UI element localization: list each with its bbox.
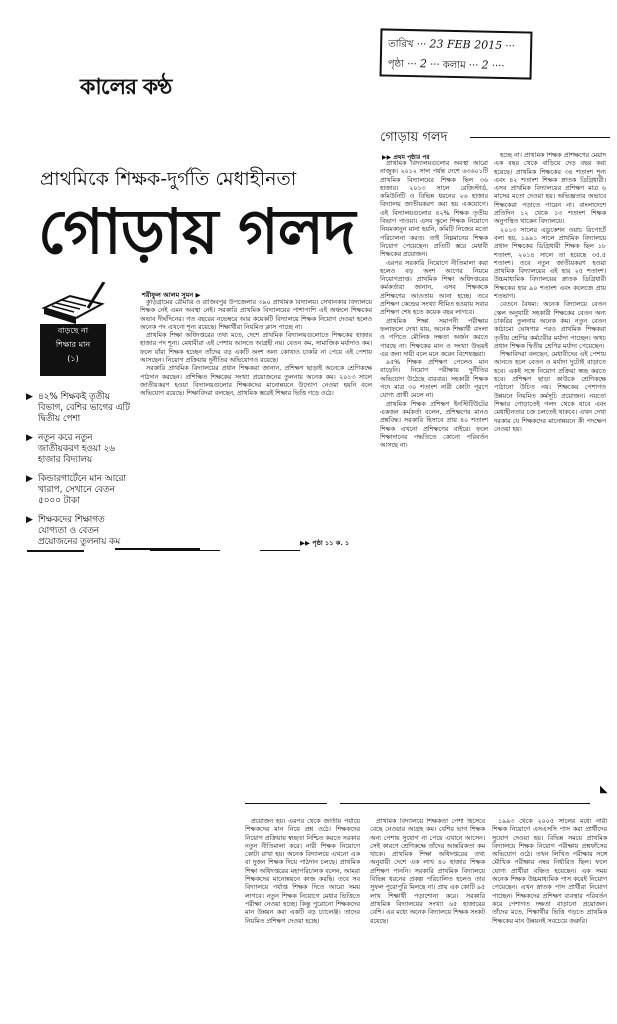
highlight-text: নতুন করে নতুন জাতীয়করণ হওয়া ২৬ হাজার বিদ্যালয় [38, 433, 115, 465]
continuation-column-1 [380, 160, 488, 790]
continuation-column-2 [494, 152, 606, 790]
paragraph: হচ্ছে না। প্রাথমিক শিক্ষক প্রশিক্ষণের মেয়াদ এক বছর থেকে বাড়িয়ে দেড় বছর করা হয়েছে। প্রাথমিক শিক্ষকের ৩৪ শতাংশ শূন্য এবং ৪২ শতাংশ শিক্ষক স্নাতক ডিগ্রিধারী। এসব প্রাথমিক বিদ্যালয়ের প্রশিক্ষণ মাত্র ৬ মাসের মতো দেওয়া হয়। অভিজ্ঞতার অভাবে শিক্ষকেরা পড়াতে পারেন না। বাংলাদেশে প্রতিদিন ১২ থেকে ১৩ শতাংশ শিক্ষক অনুপস্থিত থাকেন বিদ্যালয়ে। [494, 152, 606, 226]
paragraph: প্রাথমিক বিদ্যালয়ে শিক্ষকতা পেশা হিসেবে বেছে নেওয়ার আগ্রহ কম। বেশির ভাগ শিক্ষক অন্য পেশায় সুযোগ না পেয়ে এখানে আসেন। সেই কারণে শ্রেণিকক্ষে তাঁদের আন্তরিকতা কম থাকে। প্রাথমিক শিক্ষা অধিদপ্তরের তথ্য অনুযায়ী দেশে এক লাখ ৪০ হাজার শিক্ষক প্রশিক্ষণ পাননি। সরকারি প্রাথমিক বিদ্যালয়ে বিভিন্ন ধরনের প্রকল্প পরিচালিত হলেও তার সুফল পুরোপুরি মিলছে না। প্রায় এক কোটি ৯৫ লাখ শিক্ষার্থী পড়াশোনা করে। সরকারি প্রাথমিক বিদ্যালয়ের সংখ্যা ৬৫ হাজারের বেশি। এর মধ্যে অনেক বিদ্যালয়ে শিক্ষক সংকট রয়েছে। [370, 818, 485, 925]
arrow-icon: ▶ [26, 433, 33, 443]
highlight-item [26, 433, 134, 466]
stamp-date-label: তারিখ [388, 38, 414, 51]
bottom-column-2 [370, 818, 485, 1008]
stamp-column: 2 [481, 58, 489, 72]
article-kicker: প্রাথমিকে শিক্ষক-দুর্গতি মেধাহীনতা [40, 168, 297, 190]
tag-line: (১) [67, 354, 79, 363]
tag-line: শিক্ষার মান [55, 340, 91, 349]
series-tag [40, 324, 106, 376]
paragraph: বেতনে বৈষম্য: অনেক বিদ্যালয়ে বেতন স্কেল অনুযায়ী সহকারী শিক্ষকের বেতন অন্য চাকরির তুলনায় অনেক কম। নতুন বেতন কাঠামো ঘোষণার পরও প্রাথমিক শিক্ষকরা তৃতীয় শ্রেণির কর্মচারীর মর্যাদা পাচ্ছেন। অথচ প্রধান শিক্ষক দ্বিতীয় শ্রেণির মর্যাদা পেয়েছেন। [494, 301, 606, 350]
paragraph: প্রয়োজন হয়। এরপর থেকে জাতীয় পর্যায়ে শিক্ষকদের মান নিয়ে প্রশ্ন ওঠে। শিক্ষকদের নিয়োগ প্রক্রিয়ায় স্বচ্ছতা নিশ্চিত করতে সরকার নতুন নীতিমালা করে। নারী শিক্ষক নিয়োগে কোটা রাখা হয়। অনেক বিদ্যালয়ে এখনো এক বা দুজন শিক্ষক দিয়ে পাঠদান চলছে। প্রাথমিক শিক্ষা অধিদপ্তরের মহাপরিচালক বলেন, আমরা শিক্ষকদের মানোন্নয়নে কাজ করছি। তবে সব বিদ্যালয়ে পর্যাপ্ত শিক্ষক দিতে আরো সময় লাগবে। নতুন শিক্ষক নিয়োগে মেধার ভিত্তিতে পরীক্ষা নেওয়া হচ্ছে। কিন্তু পুরোনো শিক্ষকদের মান উন্নয়ন করা একটি বড় চ্যালেঞ্জ। তাদের নিয়মিত প্রশিক্ষণ দেওয়া হচ্ছে। [245, 818, 360, 925]
highlight-text: ৪২% শিক্ষকই তৃতীয় বিভাগ, বেশির ভাগের এটি দ্বিতীয় পেশা [38, 392, 130, 424]
newspaper-logo: কালের কণ্ঠ [80, 74, 172, 100]
archive-stamp: তারিখ ··· 23 FEB 2015 ··· পৃষ্ঠা ··· 2 ··· কলাম ··· 2 ···· [380, 28, 533, 79]
bottom-column-1 [245, 818, 360, 1008]
book-pen-icon [40, 282, 108, 326]
paragraph: ৯৫% শিক্ষক প্রশিক্ষণ পেলেও মান বাড়েনি। নিয়োগ পরীক্ষায় দুর্নীতির অভিযোগ উঠেছে বারবার। সহকারী শিক্ষক পদে মাত্র ৩০ শতাংশ নারী কোটা পূরণে যোগ্য প্রার্থী মেলে না। [380, 359, 488, 400]
stamp-page-label: পৃষ্ঠা [387, 58, 405, 70]
article-byline: শরীফুল আলম সুমন ▶ [142, 291, 201, 299]
paragraph: শিক্ষাবিদরা বলছেন, মেধাবীদের এই পেশায় আনতে হলে বেতন ও মর্যাদা দুটোই বাড়াতে হবে। একই সঙ্গে নিয়োগ প্রক্রিয়া স্বচ্ছ করতে হবে। প্রশিক্ষণ ছাড়া কাউকে শ্রেণিকক্ষে পাঠানো উচিত নয়। শিক্ষকের পেশাগত উন্নয়নে নিয়মিত কর্মসূচি প্রয়োজন। নয়তো শিক্ষার গোড়াতেই গলদ থেকে যাবে এবং মেধাহীনতার চক্র চলতেই থাকবে। এখন দেখা দরকার যে শিক্ষকদের মানোন্নয়নে কী পদক্ষেপ নেওয়া হয়। [494, 351, 606, 433]
article-headline: গোড়ায় গলদ [38, 195, 355, 268]
article-body [140, 299, 372, 537]
article-paragraph: প্রাথমিক শিক্ষা অধিদপ্তরের তথ্য মতে, দেশে প্রাথমিক বিদ্যালয়গুলোতে শিক্ষকের হাজার হাজার পদ শূন্য। মেধাবীরা এই পেশায় আসতে আগ্রহী নয়। বেতন কম, সামাজিক মর্যাদাও কম। ফলে যাঁরা শিক্ষক হচ্ছেন তাঁদের বড় একটি অংশ অন্য কোথাও চাকরি না পেয়ে এই পেশায় আসছেন। নিয়োগ প্রক্রিয়ায় দুর্নীতির অভিযোগও রয়েছে। [140, 332, 372, 365]
highlights-list [26, 392, 134, 556]
article-paragraph: সরকারি প্রাথমিক বিদ্যালয়ের প্রধান শিক্ষকরা জানান, প্রশিক্ষণ ছাড়াই অনেকে শ্রেণিকক্ষে পাঠদান করছেন। প্রশিক্ষিত শিক্ষকের সংখ্যা প্রয়োজনের তুলনায় অনেক কম। ২০১৩ সালে জাতীয়করণ হওয়া বিদ্যালয়গুলোর শিক্ষকদের মানোন্নয়নে উদ্যোগ নেওয়া হয়নি বলে অভিযোগ রয়েছে। শিক্ষাবিদরা বলছেন, প্রাথমিক স্তরেই শিক্ষার ভিত্তি গড়ে ওঠে। [140, 365, 372, 398]
continuation-heading: গোড়ায় গলদ [380, 130, 448, 145]
bottom-column-3 [492, 818, 607, 1008]
tag-line: বাড়ছে না [57, 326, 89, 335]
divider [245, 803, 327, 804]
stamp-page: 2 [419, 57, 428, 71]
highlight-item [26, 515, 134, 548]
continued-on-page: ▶▶ পৃষ্ঠা ১১ ক. ১ [300, 539, 350, 547]
stamp-date: 23 FEB 2015 [429, 37, 503, 52]
highlight-item [26, 474, 134, 507]
arrow-icon: ▶ [26, 392, 33, 402]
corner-mark-icon: ◣ [600, 784, 608, 795]
arrow-icon: ▶ [26, 515, 33, 525]
jump-label: ▶▶ প্রথম পৃষ্ঠার পর [382, 154, 430, 161]
paragraph: ২০১৩ সালের এডুকেশন ওয়াচ রিপোর্টে বলা হয়, ১৯৯১ সালে প্রাথমিক বিদ্যালয়ে প্রধান শিক্ষকের ডিগ্রিধারী শিক্ষক ছিল ১৮ শতাংশ, ২০১৪ সালে তা হয়েছে ৩৫.৫ শতাংশ। তবে নতুন জাতীয়করণ হওয়া প্রাথমিক বিদ্যালয়ের এই হার ২৫ শতাংশ। উচ্চমাধ্যমিক বিদ্যালয়ের স্নাতক ডিগ্রিধারী শিক্ষকের হার ৯০ শতাংশ এবং কলেজে প্রায় শতভাগ। [494, 226, 606, 301]
paragraph: প্রাথমিক শিক্ষা সমাপনী পরীক্ষার ফলাফলে দেখা যায়, অনেক শিক্ষার্থী বাংলা ও গণিতে মৌলিক দক্ষতা অর্জন করতে পারছে না। শিক্ষকের মান ও সংখ্যা উভয়ই এর জন্য দায়ী বলে মনে করেন বিশেষজ্ঞরা। [380, 317, 488, 358]
highlight-item [26, 392, 134, 425]
divider [27, 550, 84, 552]
stamp-column-label: কলাম [442, 59, 466, 72]
divider [115, 548, 200, 550]
divider [260, 550, 300, 551]
paragraph: ১৯৯৩ থেকে ২০০৫ সালের মধ্যে নারী শিক্ষক নিয়োগে এসএসসি পাস করা প্রার্থীদের সুযোগ দেওয়া হয়। বিভিন্ন সময়ে প্রাথমিক বিদ্যালয়ে শিক্ষক নিয়োগ পরীক্ষায় প্রশ্নফাঁসের অভিযোগ ওঠে। তখন লিখিত পরীক্ষার সঙ্গে মৌখিক পরীক্ষার নম্বর নির্ধারিত ছিল। ফলে যোগ্য প্রার্থীরা বঞ্চিত হয়েছেন। এক সময় অনেক শিক্ষক উচ্চমাধ্যমিক পাস করেই নিয়োগ পেয়েছেন। এখন স্নাতক পাস প্রার্থীরা নিয়োগ পাচ্ছেন। শিক্ষকদের প্রশিক্ষণ ব্যবস্থার পরিবর্তন করে পেশাগত দক্ষতা বাড়ানো প্রয়োজন। তাঁদের মতে, শিক্ষার্থীর ভিত্তি গড়তে প্রাথমিক শিক্ষকের মান উন্নয়নই সবচেয়ে জরুরি। [492, 818, 607, 925]
highlight-text: কিন্ডারগার্টেনে মান আরো খারাপ, সেখানে বেতন ৫০০০ টাকা [38, 474, 126, 506]
paragraph: প্রাথমিক বিদ্যালয়গুলোর অবস্থা আরো নাজুক। ২০১২ সাল পর্যন্ত দেশে ৬৩৬০১টি প্রাথমিক বিদ্যালয়ের শিক্ষক ছিল ৩৬ হাজার। ২০১৩ সালে রেজিস্টার্ড, কমিউনিটি ও বিভিন্ন ধরনের ২৬ হাজার বিদ্যালয় জাতীয়করণ করা হয় একযোগে। এই বিদ্যালয়গুলোর ৪২% শিক্ষক তৃতীয় বিভাগ পাওয়া। এসব স্কুলে শিক্ষক নিয়োগে নিয়মকানুন মানা হয়নি, কমিটি নিজের মতো পরিচালনা করত। তাই নিম্নমানের শিক্ষক নিয়োগ পেয়েছেন। প্রতিটি স্তরে মেধাবী শিক্ষকের প্রয়োজন। [380, 160, 488, 259]
paragraph: এরপর সরকারি নিয়োগে নীতিমালা করা হলেও বড় অংশ আগের নিয়মে নিয়োগপ্রাপ্ত। প্রাথমিক শিক্ষা অধিদপ্তরের কর্মকর্তারা জানান, এসব শিক্ষককে প্রশিক্ষণের আওতায় আনা হচ্ছে। তবে প্রশিক্ষণ কেন্দ্রের সংখ্যা সীমিত হওয়ায় সবার প্রশিক্ষণ শেষ হতে কয়েক বছর লাগবে। [380, 259, 488, 317]
arrow-icon: ▶ [26, 474, 33, 484]
paragraph: প্রাথমিক শিক্ষক প্রশিক্ষণ ইনস্টিটিউটের একজন কর্মকর্তা বলেন, প্রশিক্ষণের মানও প্রশ্নবিদ্ধ। সরকারি হিসাবে প্রায় ৪০ শতাংশ শিক্ষক এখনো প্রশিক্ষণের বাইরে। ফলে শিক্ষাদানের পদ্ধতিতে কোনো পরিবর্তন আসছে না। [380, 400, 488, 450]
highlight-text: শিক্ষকদের শিক্ষাগত যোগ্যতা ও বেতন প্রয়োজনের তুলনায় কম [38, 515, 121, 547]
divider [470, 137, 610, 138]
divider [150, 550, 220, 551]
divider [340, 803, 590, 804]
article-paragraph: কুড়িগ্রামের রৌমারি ও রাজিবপুর উপজেলার ৩৯০ প্রাথমিক বিদ্যালয়। সেখানকার বিদ্যালয়ে শিক্ষক নেই এমন অবস্থা নেই। সরকারি প্রাথমিক বিদ্যালয়ের পাশাপাশি এই অঞ্চলে শিক্ষকের অভাব দীর্ঘদিনের। গত বছরের নভেম্বরে আর কয়েকটি বিদ্যালয়ে শিক্ষক নিয়োগ দেওয়া হলেও অনেক পদ এখনো শূন্য রয়েছে। শিক্ষার্থীরা নিয়মিত ক্লাস পাচ্ছে না। [140, 299, 372, 331]
